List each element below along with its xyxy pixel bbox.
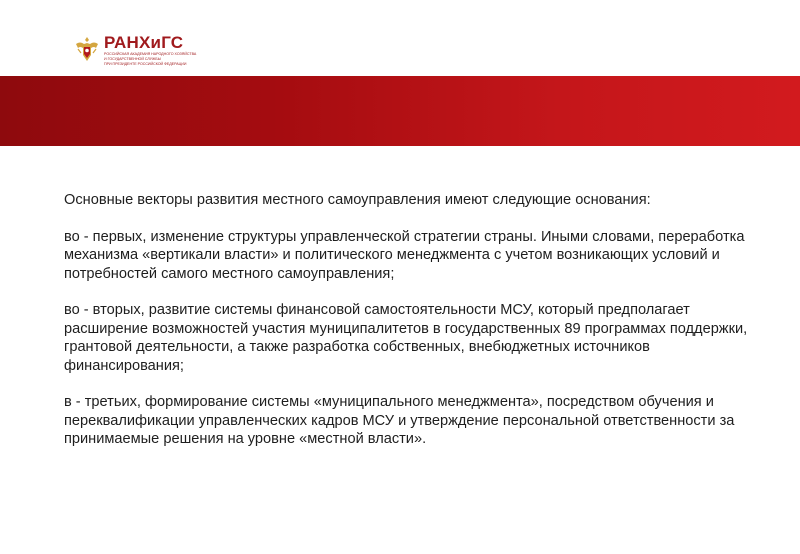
intro-paragraph: Основные векторы развития местного самоуправления имеют следующие основания: xyxy=(64,192,651,208)
eagle-emblem-icon xyxy=(74,35,100,65)
ranepa-logo xyxy=(74,33,196,67)
logo-subtitle-line: РОССИЙСКАЯ АКАДЕМИЯ НАРОДНОГО ХОЗЯЙСТВА xyxy=(104,51,197,56)
logo-title: РАНХиГС xyxy=(104,32,184,52)
second-point-paragraph: во - вторых, развитие системы финансовой самостоятельности МСУ, который предполагает расширение возможностей участия муниципалитетов в государственных 89 программах поддержки, грантовой деятельности, а также разработка собственных, внебюджетных источников финансирования; xyxy=(64,302,748,374)
slide-body-text xyxy=(64,191,768,467)
first-point-paragraph: во - первых, изменение структуры управленческой стратегии страны. Иными словами, переработка механизма «вертикали власти» и политического менеджмента с учетом возникающих условий и потребностей самого местного самоуправления; xyxy=(64,228,745,282)
logo-subtitle-line: ПРИ ПРЕЗИДЕНТЕ РОССИЙСКОЙ ФЕДЕРАЦИИ xyxy=(104,62,187,67)
header-banner xyxy=(0,76,800,146)
logo-subtitle-line: И ГОСУДАРСТВЕННОЙ СЛУЖБЫ xyxy=(104,56,161,61)
third-point-paragraph: в - третьих, формирование системы «муниципального менеджмента», посредством обучения и переквалификации управленческих кадров МСУ и утверждение персональной ответственности за принимаемые решения на уровне «местной власти». xyxy=(64,394,735,448)
